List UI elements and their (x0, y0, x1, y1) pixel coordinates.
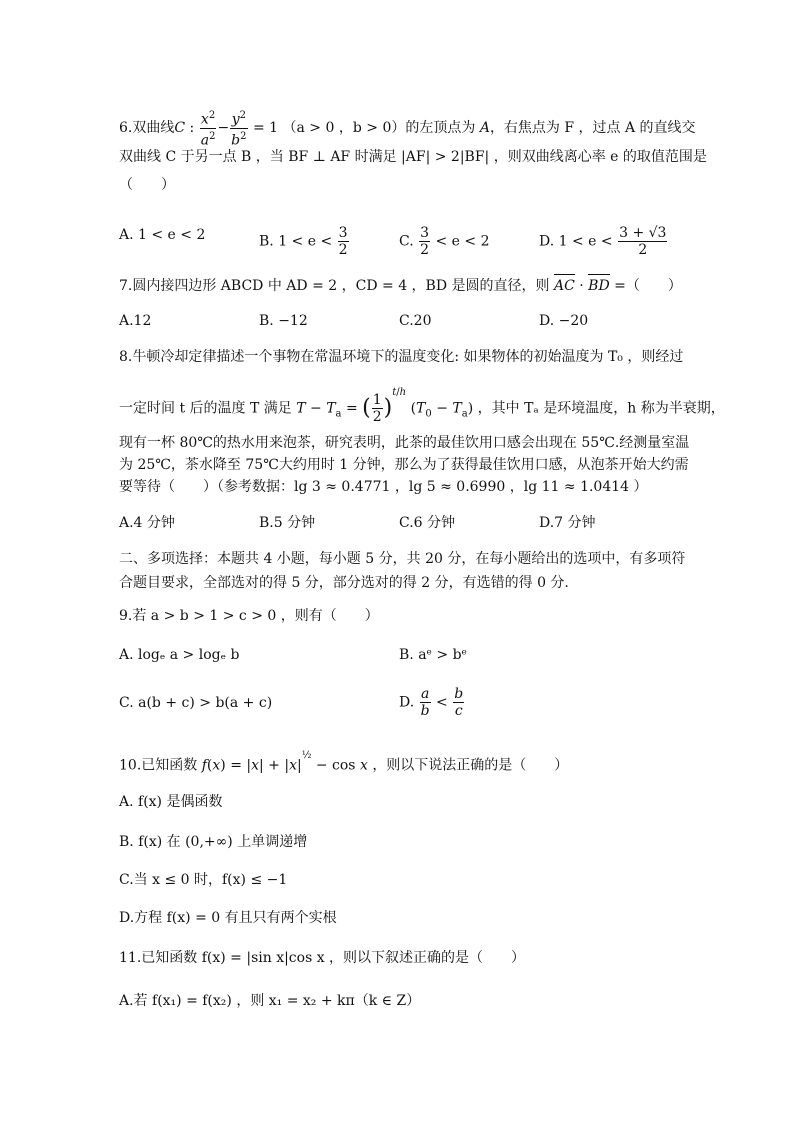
q7-option-b: B. −12 (259, 313, 308, 329)
q8-line2-post: ，其中 Tₐ 是环境温度，h 称为半衰期， (477, 400, 725, 417)
q7-stem-text: 7.圆内接四边形 ABCD 中 AD = 2 ，CD = 4 ，BD 是圆的直径，则 (119, 278, 550, 294)
q8-option-d: D.7 分钟 (539, 515, 596, 531)
q6-option-c-text: < e < 2 (435, 233, 490, 250)
q11-stem: 11.已知函数 f(x) = |sin x|cos x ，则以下叙述正确的是（ ） (119, 950, 526, 966)
q8-line2: 一定时间 t 后的温度 T 满足 $T - T_a$ = ( $\frac{1}{2}$ )$^{t/h}$ $(T_0 - T_a)$ ，其中 Tₐ 是环境温度，h 称为半衰期， (119, 386, 725, 425)
q7-stem-post: =（ ） (614, 278, 682, 294)
q9-option-a: A. logₑ a > logₑ b (119, 647, 240, 663)
q6-line1-mid: （a > 0 ，b > 0）的左顶点为 (282, 120, 476, 137)
q8-line4: 为 25℃，茶水降至 75℃大约用时 1 分钟，那么为了获得最佳饮用口感，从泡茶开始大约需 (119, 457, 689, 473)
q9-option-b: B. aᵉ > bᵉ (399, 647, 467, 663)
section2-line1: 二、多项选择：本题共 4 小题，每小题 5 分，共 20 分，在每小题给出的选项中，有多项符 (119, 551, 686, 567)
q6-option-d-text: D. 1 < e < (539, 233, 613, 250)
q11-option-a: A.若 f(x₁) = f(x₂) ，则 x₁ = x₂ + kπ（k ∈ Z） (119, 993, 421, 1009)
q9-stem: 9.若 a > b > 1 > c > 0 ，则有（ ） (119, 608, 379, 624)
vector-bd: BD (588, 278, 610, 294)
q6-option-c: C. $\frac{3}{2}$ < e < 2 (399, 225, 490, 258)
q8-option-b: B.5 分钟 (259, 515, 316, 531)
q6-line2: 双曲线 C 于另一点 B ，当 BF ⊥ AF 时满足 |AF| > 2|BF| ，则双曲线离心率 e 的取值范围是 (119, 149, 707, 165)
q9-option-d-frac-b: $\frac{b}{c}$ (454, 686, 464, 719)
q10-stem-post: ，则以下说法正确的是（ ） (372, 757, 569, 774)
q6-option-b (259, 225, 350, 258)
q10-stem-pre: 10.已知函数 (119, 757, 198, 774)
q6-frac-y: $\frac{y^2}{b^2}$ (231, 110, 247, 149)
section2-line2: 合题目要求，全部选对的得 5 分，部分选对的得 2 分，有选错的得 0 分. (119, 575, 569, 591)
q10-option-d: D.方程 f(x) = 0 有且只有两个实根 (119, 910, 337, 926)
q7-option-d: D. −20 (539, 313, 589, 329)
q6-option-d-frac: $\frac{3 + √3}{2}$ (619, 225, 667, 258)
q7-stem: 7.圆内接四边形 ABCD 中 AD = 2 ，CD = 4 ，BD 是圆的直径，则 AC · BD =（ ） (119, 278, 682, 294)
q9-option-d-frac-a: $\frac{a}{b}$ (420, 686, 430, 719)
q6-paren: （ ） (119, 177, 175, 193)
q6-option-a: A. 1 < e < 2 (119, 227, 206, 243)
q10-option-a: A. f(x) 是偶函数 (119, 794, 223, 810)
vector-ac: AC (553, 278, 575, 294)
q8-option-a: A.4 分钟 (119, 515, 175, 531)
q10-option-c: C.当 x ≤ 0 时，f(x) ≤ −1 (119, 872, 288, 888)
q8-line1: 8.牛顿冷却定律描述一个事物在常温环境下的温度变化: 如果物体的初始温度为 T₀ ，则经过 (119, 349, 684, 365)
q8-option-c: C.6 分钟 (399, 515, 456, 531)
q10-stem: 10.已知函数 $f(x) = |x| + |x|^{\frac{1}{2}} - \cos x$ ，则以下说法正确的是（ ） (119, 750, 569, 774)
q8-line3: 现有一杯 80℃的热水用来泡茶，研究表明，此茶的最佳饮用口感会出现在 55℃.经测量室温 (119, 435, 690, 451)
q9-option-c: C. a(b + c) > b(a + c) (119, 695, 273, 711)
q7-option-a: A.12 (119, 313, 152, 329)
q10-option-b: B. f(x) 在 (0,+∞) 上单调递增 (119, 834, 308, 850)
q6-line1: 6.双曲线C : $\frac{x^2}{a^2}$ − $\frac{y^2}{b^2}$ = 1 （a > 0 ，b > 0）的左顶点为 A，右焦点为 F ，过点 A 的直线交 (119, 110, 696, 149)
q6-option-d (539, 225, 668, 258)
q8-line2-pre: 一定时间 t 后的温度 T 满足 (119, 400, 292, 417)
q6-option-b-text: B. 1 < e < (259, 233, 333, 250)
q6-line1-post: ，右焦点为 F ，过点 A 的直线交 (489, 120, 696, 137)
q6-option-b-frac: $\frac{3}{2}$ (338, 225, 348, 258)
q6-option-c-frac: $\frac{3}{2}$ (420, 225, 430, 258)
q9-option-d: D. $\frac{a}{b}$ < $\frac{b}{c}$ (399, 686, 464, 719)
q6-frac-x: $\frac{x^2}{a^2}$ (200, 110, 216, 149)
q7-option-c: C.20 (399, 313, 432, 329)
q9-option-d-text: D. (399, 694, 415, 711)
q8-line5: 要等待（ ）（参考数据：lg 3 ≈ 0.4771 ，lg 5 ≈ 0.6990 ，lg 11 ≈ 1.0414 ） (119, 479, 648, 495)
q6-number: 6.双曲线 (119, 120, 175, 137)
q8-half-frac: $\frac{1}{2}$ (372, 392, 382, 425)
